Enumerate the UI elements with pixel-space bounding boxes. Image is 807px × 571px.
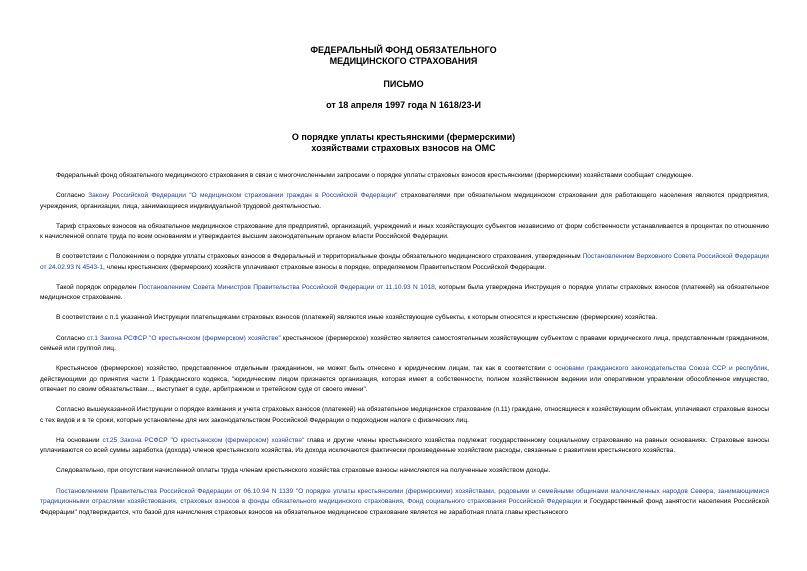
title-line-2: хозяйствами страховых взносов на ОМС [311,143,496,153]
paragraph-text: Крестьянское (фермерское) хозяйство, представленное отдельным гражданином, не может быть отнесено к юридическим лицам, так как в соответствии с [56,365,555,373]
paragraph-text: крестьянское (фермерское) хозяйство является самостоятельным хозяйствующим субъектом с правами юридического лица, представленным гражданином, семьей или группой лиц. [40,334,769,353]
paragraph-text: страхователями при обязательном медицинском страховании для работающего населения являются предприятия, учреждения, организации, лица, занимающиеся индивидуальной трудовой деятельностью. [40,192,769,210]
organization-line-1: ФЕДЕРАЛЬНЫЙ ФОНД ОБЯЗАТЕЛЬНОГО [310,45,497,55]
paragraph-10 [40,436,769,457]
paragraph-11 [40,466,769,477]
document-type: ПИСЬМО [383,79,424,89]
paragraph-1 [40,171,769,182]
legislation-link[interactable]: основами гражданского законодательства Союза ССР и республик [554,365,768,373]
paragraph-text: , члены крестьянских (фермерских) хозяйств уплачивают страховые взносы в порядке, определяемом Правительством Российской Федерации. [103,263,547,271]
document-title [0,132,807,154]
paragraph-3 [40,222,769,243]
paragraph-text: Согласно [56,334,87,342]
paragraph-text: глава и другие члены крестьянского хозяйства подлежат государственному социальному страхованию на равных основаниях. Страховые взносы уплачиваются со всей суммы заработка (дохода) членов крестьянского хозяйства. Из дохода исключаются фактически произведенные хозяйством расходы, связанные с развитием крестьянского хозяйства. [40,436,769,455]
resolution-link[interactable]: Постановлением Правительства Российской Федерации от 06.10.94 N 1139 "О порядке уплаты крестьянскими (фермерскими) хозяйствами, родовыми и семейными общинами малочисленных народов Севера, занимающимися традиционными отраслями хозяйствования, страховых взносов в фонды обязательного медицинского страхования, Фонд социального страхования Российской Федерации [40,487,769,506]
resolution-link[interactable]: Постановлением Совета Министров Правительства Российской Федерации от 11.10.93 N 1018 [138,283,435,291]
paragraph-7 [40,334,769,355]
paragraph-text: и Государственный фонд занятости населения Российской Федерации" подтверждается, что базой для начисления страховых взносов на обязательное медицинское страхование является не заработная плата главы крестьянского [40,498,769,516]
paragraph-text: Согласно [56,192,89,200]
paragraph-6 [40,313,769,324]
law-article-link[interactable]: ст.25 Закона РСФСР "О крестьянском (фермерском) хозяйстве" [102,436,305,444]
paragraph-text: Тариф страховых взносов на обязательное медицинское страхование для предприятий, организаций, учреждений и иных хозяйствующих субъектов независимо от форм собственности устанавливается в процентах по отношению к начисленной оплате труда по всем основаниям и утверждается высшим законодательным органом власти Российской Федерации. [40,222,769,241]
paragraph-2 [40,191,769,212]
title-line-1: О порядке уплаты крестьянскими (фермерскими) [291,132,516,142]
paragraph-text: Такой порядок определен [56,283,139,291]
document-date-number: от 18 апреля 1997 года N 1618/23-И [326,100,481,110]
paragraph-text: Согласно вышеуказанной Инструкции о порядке взимания и учета страховых взносов (платежей) на обязательное медицинское страхование (п.11) граждане, относящиеся к хозяйствующим объектам, уплачивают страховые взносы с тех видов и в те сроки, которые установлены для них законодательством Российской Федерации о подоходном налоге с физических лиц. [40,406,769,424]
paragraph-text: , действующими до принятия части 1 Гражданского кодекса, "юридическим лицом признается организация, которая имеет в собственности, полном хозяйственном ведении или оперативном управлении обособленное имущество, отвечает по своим обязательствам..., выступает в суде, арбитражном и третейском суде от своего имени". [40,365,770,394]
paragraph-text: В соответствии с Положением о порядке уплаты страховых взносов в Федеральный и территориальные фонды обязательного медицинского страхования, утвержденным [56,253,583,261]
paragraph-4 [40,252,769,273]
paragraph-text: В соответствии с п.1 указанной Инструкции плательщиками страховых взносов (платежей) являются иные хозяйствующие субъекты, к которым относятся и крестьянские (фермерские) хозяйства. [56,314,658,322]
paragraph-text: , которым была утверждена Инструкция о порядке уплаты страховых взносов (платежей) на обязательное медицинское страхование. [40,283,769,302]
paragraph-12 [40,487,769,519]
paragraph-9 [40,405,769,426]
paragraph-8 [40,364,769,396]
organization-line-2: МЕДИЦИНСКОГО СТРАХОВАНИЯ [329,56,478,66]
issuing-organization [0,45,807,67]
paragraph-text: На основании [56,436,103,444]
law-link[interactable]: Закону Российской Федерации "О медицинском страховании граждан в Российской Федерации" [88,192,398,200]
paragraph-5 [40,283,769,304]
paragraph-text: Федеральный фонд обязательного медицинского страхования в связи с многочисленными запросами о порядке уплаты страховых взносов крестьянскими (фермерскими) хозяйствами сообщает следующее. [56,172,694,179]
document-body [40,171,769,528]
law-article-link[interactable]: ст.1 Закона РСФСР "О крестьянском (фермерском) хозяйстве" [86,334,281,342]
paragraph-text: Следовательно, при отсутствии начисленной оплаты труда членам крестьянского хозяйства страховые взносы начисляются на полученные хозяйством доходы. [56,467,551,475]
resolution-link[interactable]: Постановлением Верховного Совета Российской Федерации от 24.02.93 N 4543-1 [40,253,769,271]
